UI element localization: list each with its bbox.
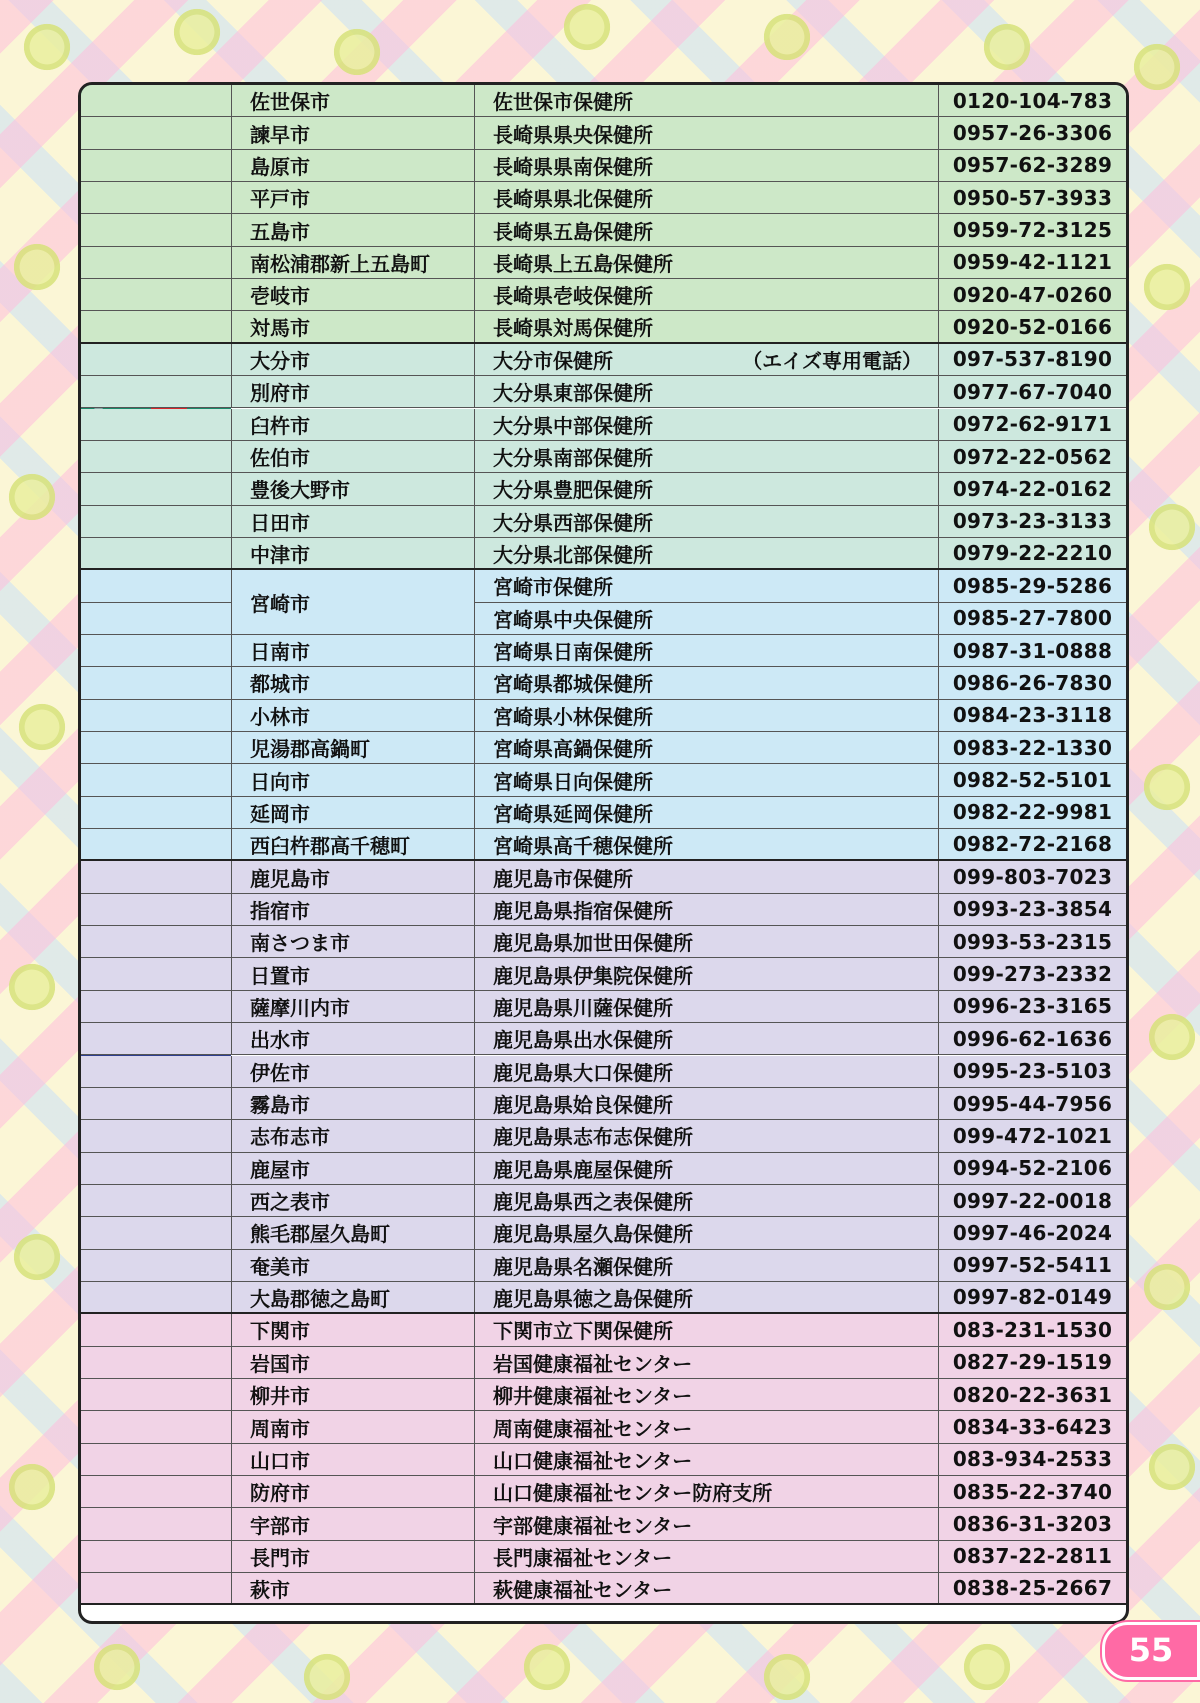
- health-office-cell: [474, 861, 938, 892]
- health-office-cell: [474, 506, 938, 537]
- virus-decoration-icon: [760, 10, 814, 64]
- city-cell: 長門市: [231, 1541, 474, 1572]
- phone-number-cell: 0979-22-2210: [938, 538, 1126, 568]
- health-office-name: 鹿児島県名瀬保健所: [493, 1254, 673, 1279]
- city-cell: 佐伯市: [231, 441, 474, 472]
- table-row: [81, 1476, 1126, 1508]
- city-cell: 大島郡徳之島町: [231, 1282, 474, 1312]
- phone-number-cell: 099-472-1021: [938, 1120, 1126, 1151]
- health-office-cell: [474, 441, 938, 472]
- table-row: [81, 1541, 1126, 1573]
- virus-decoration-icon: [1130, 40, 1184, 94]
- city-cell: 日田市: [231, 506, 474, 537]
- health-office-cell: [474, 1056, 938, 1087]
- health-office-cell: [474, 376, 938, 407]
- health-office-cell: [474, 700, 938, 731]
- health-office-cell: [474, 214, 938, 245]
- health-office-name: 宮崎県高千穂保健所: [493, 833, 673, 858]
- phone-number-cell: 0120-104-783: [938, 85, 1126, 116]
- health-office-name: 下関市立下関保健所: [493, 1319, 673, 1344]
- city-cell: 薩摩川内市: [231, 991, 474, 1022]
- health-office-cell: [474, 1120, 938, 1151]
- health-office-name: 鹿児島県徳之島保健所: [493, 1286, 693, 1311]
- table-row: [81, 570, 1126, 616]
- health-office-cell: [474, 117, 938, 148]
- health-office-cell: [474, 1444, 938, 1475]
- health-office-cell: [474, 764, 938, 795]
- health-office-cell: [474, 1314, 938, 1345]
- virus-decoration-icon: [1140, 1260, 1194, 1314]
- health-office-name: 鹿児島県姶良保健所: [493, 1093, 673, 1118]
- phone-number-cell: 083-934-2533: [938, 1444, 1126, 1475]
- phone-number-cell: 0986-26-7830: [938, 667, 1126, 698]
- health-office-name: 鹿児島県屋久島保健所: [493, 1222, 693, 1247]
- table-row: [81, 85, 1126, 117]
- health-office-cell: [474, 926, 938, 957]
- health-office-cell: [474, 635, 938, 666]
- health-office-cell: [474, 991, 938, 1022]
- virus-decoration-icon: [330, 25, 384, 79]
- phone-number-cell: 0997-22-0018: [938, 1185, 1126, 1216]
- health-office-name: 大分県南部保健所: [493, 446, 653, 471]
- virus-decoration-icon: [300, 1650, 354, 1703]
- phone-number-cell: 0994-52-2106: [938, 1153, 1126, 1184]
- table-row: [81, 376, 1126, 408]
- health-office-cell: [474, 603, 938, 634]
- health-office-cell: [474, 473, 938, 504]
- health-office-name: 宮崎県高鍋保健所: [493, 737, 653, 762]
- health-office-cell: [474, 1541, 938, 1572]
- virus-decoration-icon: [1145, 1440, 1199, 1494]
- city-cell: 延岡市: [231, 797, 474, 828]
- phone-number-cell: 0977-67-7040: [938, 376, 1126, 407]
- health-office-cell: [474, 182, 938, 213]
- city-cell: 霧島市: [231, 1088, 474, 1119]
- table-row: [81, 344, 1126, 376]
- health-office-name: 萩健康福祉センター: [493, 1577, 673, 1602]
- phone-number-cell: 0973-23-3133: [938, 506, 1126, 537]
- phone-number-cell: 0957-62-3289: [938, 150, 1126, 181]
- health-office-name: 長崎県壱岐保健所: [493, 284, 653, 309]
- health-office-cell: [474, 1508, 938, 1539]
- city-cell: 日南市: [231, 635, 474, 666]
- health-office-name: 宮崎県日向保健所: [493, 769, 653, 794]
- table-row: [81, 1508, 1126, 1540]
- health-office-cell: [474, 85, 938, 116]
- health-office-name: 大分県西部保健所: [493, 510, 653, 535]
- city-cell: 都城市: [231, 667, 474, 698]
- health-office-name: 鹿児島県志布志保健所: [493, 1125, 693, 1150]
- health-center-table: [78, 82, 1129, 1624]
- health-office-cell: [474, 1185, 938, 1216]
- health-office-name: 宮崎県延岡保健所: [493, 801, 653, 826]
- table-row: [81, 732, 1126, 764]
- health-office-cell: [474, 311, 938, 341]
- health-office-name: 宮崎県中央保健所: [493, 607, 653, 632]
- health-office-cell: [474, 150, 938, 181]
- table-row: [81, 279, 1126, 311]
- table-row: [81, 1250, 1126, 1282]
- health-office-name: 鹿児島県西之表保健所: [493, 1190, 693, 1215]
- table-row: [81, 1088, 1126, 1120]
- city-cell: 周南市: [231, 1411, 474, 1442]
- city-cell: 鹿児島市: [231, 861, 474, 892]
- virus-decoration-icon: [5, 960, 59, 1014]
- virus-decoration-icon: [1140, 760, 1194, 814]
- city-cell: 柳井市: [231, 1379, 474, 1410]
- city-cell: 伊佐市: [231, 1056, 474, 1087]
- phone-number-cell: 0982-52-5101: [938, 764, 1126, 795]
- health-office-name: 柳井健康福祉センター: [493, 1384, 693, 1409]
- health-office-cell: [474, 732, 938, 763]
- table-row: [81, 1379, 1126, 1411]
- phone-number-cell: 0972-62-9171: [938, 409, 1126, 440]
- city-cell: 児湯郡高鍋町: [231, 732, 474, 763]
- health-office-name: 大分県北部保健所: [493, 542, 653, 567]
- phone-number-cell: 0974-22-0162: [938, 473, 1126, 504]
- phone-number-cell: 0993-23-3854: [938, 894, 1126, 925]
- city-cell: 平戸市: [231, 182, 474, 213]
- city-cell: 豊後大野市: [231, 473, 474, 504]
- health-office-name: 大分市保健所: [493, 348, 613, 373]
- city-cell: 南松浦郡新上五島町: [231, 247, 474, 278]
- health-office-name: 長崎県県南保健所: [493, 154, 653, 179]
- table-row: [81, 247, 1126, 279]
- health-office-cell: [474, 1023, 938, 1054]
- health-office-name: 長門康福祉センター: [493, 1545, 673, 1570]
- table-row: [81, 538, 1126, 570]
- virus-decoration-icon: [5, 1460, 59, 1514]
- health-office-name: 宮崎市保健所: [493, 575, 613, 600]
- table-row: [81, 958, 1126, 990]
- health-office-cell: [474, 1476, 938, 1507]
- health-office-name: 山口健康福祉センター: [493, 1448, 693, 1473]
- city-cell: 小林市: [231, 700, 474, 731]
- health-office-name: 鹿児島県伊集院保健所: [493, 963, 693, 988]
- city-cell: 対馬市: [231, 311, 474, 341]
- health-office-name: 大分県東部保健所: [493, 381, 653, 406]
- health-office-cell: [474, 958, 938, 989]
- health-office-cell: [474, 538, 938, 568]
- health-office-name: 大分県中部保健所: [493, 413, 653, 438]
- phone-number-cell: 083-231-1530: [938, 1314, 1126, 1345]
- health-office-cell: [474, 1347, 938, 1378]
- table-row: [81, 1411, 1126, 1443]
- health-office-name: 長崎県上五島保健所: [493, 251, 673, 276]
- phone-number-cell: 0987-31-0888: [938, 635, 1126, 666]
- table-row: [81, 1573, 1126, 1605]
- city-cell: 日向市: [231, 764, 474, 795]
- health-office-name: 鹿児島市保健所: [493, 866, 633, 891]
- virus-decoration-icon: [520, 1640, 574, 1694]
- city-cell: 西臼杵郡高千穂町: [231, 829, 474, 859]
- phone-number-cell: 0834-33-6423: [938, 1411, 1126, 1442]
- table-row: [81, 441, 1126, 473]
- health-office-name: 長崎県県央保健所: [493, 122, 653, 147]
- health-office-cell: [474, 1153, 938, 1184]
- city-cell: 下関市: [231, 1314, 474, 1345]
- city-cell: 防府市: [231, 1476, 474, 1507]
- city-cell: 萩市: [231, 1573, 474, 1603]
- table-row: [81, 311, 1126, 343]
- office-note: （エイズ専用電話）: [742, 348, 922, 373]
- phone-number-cell: 0983-22-1330: [938, 732, 1126, 763]
- health-office-cell: [474, 1088, 938, 1119]
- table-row: [81, 926, 1126, 958]
- city-cell: 西之表市: [231, 1185, 474, 1216]
- phone-number-cell: 0995-23-5103: [938, 1056, 1126, 1087]
- phone-number-cell: 0997-46-2024: [938, 1217, 1126, 1248]
- table-row: [81, 182, 1126, 214]
- phone-number-cell: 0982-22-9981: [938, 797, 1126, 828]
- city-cell: 大分市: [231, 344, 474, 375]
- city-cell: 日置市: [231, 958, 474, 989]
- phone-number-cell: 0982-72-2168: [938, 829, 1126, 859]
- phone-number-cell: 0995-44-7956: [938, 1088, 1126, 1119]
- table-row: [81, 861, 1126, 893]
- virus-decoration-icon: [1145, 500, 1199, 554]
- city-cell: 山口市: [231, 1444, 474, 1475]
- table-row: [81, 1347, 1126, 1379]
- table-row: [81, 117, 1126, 149]
- table-row: [81, 1056, 1126, 1088]
- city-cell: 島原市: [231, 150, 474, 181]
- health-office-cell: [474, 279, 938, 310]
- health-office-name: 鹿児島県大口保健所: [493, 1060, 673, 1085]
- health-office-name: 周南健康福祉センター: [493, 1416, 693, 1441]
- city-cell: 佐世保市: [231, 85, 474, 116]
- table-row: [81, 1314, 1126, 1346]
- city-cell: 出水市: [231, 1023, 474, 1054]
- health-office-name: 鹿児島県鹿屋保健所: [493, 1157, 673, 1182]
- phone-number-cell: 0959-42-1121: [938, 247, 1126, 278]
- virus-decoration-icon: [760, 1650, 814, 1703]
- page-number-tab: [1102, 1622, 1200, 1680]
- virus-decoration-icon: [10, 1230, 64, 1284]
- city-cell: 宇部市: [231, 1508, 474, 1539]
- table-row: [81, 214, 1126, 246]
- virus-decoration-icon: [170, 5, 224, 59]
- health-office-cell: [474, 570, 938, 601]
- health-office-name: 鹿児島県川薩保健所: [493, 995, 673, 1020]
- health-office-cell: [474, 1411, 938, 1442]
- table-row: [81, 506, 1126, 538]
- phone-number-cell: 099-273-2332: [938, 958, 1126, 989]
- health-office-name: 岩国健康福祉センター: [493, 1351, 693, 1376]
- phone-number-cell: 0950-57-3933: [938, 182, 1126, 213]
- virus-decoration-icon: [960, 1640, 1014, 1694]
- health-office-name: 山口健康福祉センター防府支所: [493, 1481, 773, 1506]
- phone-number-cell: 0957-26-3306: [938, 117, 1126, 148]
- table-row: [81, 700, 1126, 732]
- health-office-cell: [474, 409, 938, 440]
- table-row: [81, 991, 1126, 1023]
- city-cell: 五島市: [231, 214, 474, 245]
- city-cell: 諫早市: [231, 117, 474, 148]
- city-cell: 壱岐市: [231, 279, 474, 310]
- phone-number-cell: 0820-22-3631: [938, 1379, 1126, 1410]
- table-row: [81, 829, 1126, 861]
- phone-number-cell: 0985-29-5286: [938, 570, 1126, 601]
- virus-decoration-icon: [90, 1640, 144, 1694]
- health-office-name: 佐世保市保健所: [493, 90, 633, 115]
- health-office-name: 鹿児島県加世田保健所: [493, 931, 693, 956]
- table-row: [81, 409, 1126, 441]
- city-cell: 奄美市: [231, 1250, 474, 1281]
- phone-number-cell: 0838-25-2667: [938, 1573, 1126, 1603]
- health-office-name: 宇部健康福祉センター: [493, 1513, 693, 1538]
- virus-decoration-icon: [560, 0, 614, 54]
- virus-decoration-icon: [10, 240, 64, 294]
- table-row: [81, 894, 1126, 926]
- phone-number-cell: 0835-22-3740: [938, 1476, 1126, 1507]
- city-cell: 宮崎市: [231, 570, 474, 635]
- health-office-cell: [474, 1379, 938, 1410]
- phone-number-cell: 097-537-8190: [938, 344, 1126, 375]
- city-cell: 岩国市: [231, 1347, 474, 1378]
- health-office-cell: [474, 1250, 938, 1281]
- phone-number-cell: 0985-27-7800: [938, 603, 1126, 634]
- phone-number-cell: 099-803-7023: [938, 861, 1126, 892]
- health-office-name: 鹿児島県指宿保健所: [493, 898, 673, 923]
- phone-number-cell: 0827-29-1519: [938, 1347, 1126, 1378]
- table-row: [81, 1217, 1126, 1249]
- phone-number-cell: 0959-72-3125: [938, 214, 1126, 245]
- health-office-cell: [474, 344, 938, 375]
- virus-decoration-icon: [15, 700, 69, 754]
- table-row: [81, 635, 1126, 667]
- page-number: 55: [1128, 1631, 1174, 1669]
- phone-number-cell: 0920-52-0166: [938, 311, 1126, 341]
- table-row: [81, 797, 1126, 829]
- virus-decoration-icon: [20, 20, 74, 74]
- health-office-cell: [474, 894, 938, 925]
- city-cell: 南さつま市: [231, 926, 474, 957]
- health-office-name: 宮崎県都城保健所: [493, 672, 653, 697]
- table-row: [81, 1185, 1126, 1217]
- phone-number-cell: 0984-23-3118: [938, 700, 1126, 731]
- health-office-cell: [474, 829, 938, 859]
- table-row: [81, 473, 1126, 505]
- health-office-name: 長崎県県北保健所: [493, 187, 653, 212]
- phone-number-cell: 0996-62-1636: [938, 1023, 1126, 1054]
- virus-decoration-icon: [5, 470, 59, 524]
- health-office-cell: [474, 1217, 938, 1248]
- table-row: [81, 764, 1126, 796]
- table-row: [81, 1153, 1126, 1185]
- table-row: [81, 1444, 1126, 1476]
- phone-number-cell: 0836-31-3203: [938, 1508, 1126, 1539]
- health-office-name: 宮崎県小林保健所: [493, 704, 653, 729]
- health-office-cell: [474, 1282, 938, 1312]
- virus-decoration-icon: [1145, 1010, 1199, 1064]
- table-row: [81, 1282, 1126, 1314]
- health-office-cell: [474, 247, 938, 278]
- phone-number-cell: 0997-52-5411: [938, 1250, 1126, 1281]
- table-row: [81, 150, 1126, 182]
- city-cell: 熊毛郡屋久島町: [231, 1217, 474, 1248]
- health-office-name: 鹿児島県出水保健所: [493, 1028, 673, 1053]
- health-office-cell: [474, 667, 938, 698]
- virus-decoration-icon: [980, 20, 1034, 74]
- city-cell: 指宿市: [231, 894, 474, 925]
- table-row: [81, 1023, 1126, 1055]
- city-cell: 別府市: [231, 376, 474, 407]
- health-office-name: 長崎県対馬保健所: [493, 316, 653, 341]
- health-office-name: 大分県豊肥保健所: [493, 478, 653, 503]
- phone-number-cell: 0972-22-0562: [938, 441, 1126, 472]
- city-cell: 鹿屋市: [231, 1153, 474, 1184]
- table-row: [81, 667, 1126, 699]
- phone-number-cell: 0996-23-3165: [938, 991, 1126, 1022]
- city-cell: 志布志市: [231, 1120, 474, 1151]
- virus-decoration-icon: [1140, 260, 1194, 314]
- phone-number-cell: 0993-53-2315: [938, 926, 1126, 957]
- phone-number-cell: 0837-22-2811: [938, 1541, 1126, 1572]
- city-cell: 臼杵市: [231, 409, 474, 440]
- table-row: [81, 1120, 1126, 1152]
- city-cell: 中津市: [231, 538, 474, 568]
- health-office-cell: [474, 1573, 938, 1603]
- phone-number-cell: 0997-82-0149: [938, 1282, 1126, 1312]
- health-office-cell: [474, 797, 938, 828]
- phone-number-cell: 0920-47-0260: [938, 279, 1126, 310]
- health-office-name: 長崎県五島保健所: [493, 219, 653, 244]
- health-office-name: 宮崎県日南保健所: [493, 640, 653, 665]
